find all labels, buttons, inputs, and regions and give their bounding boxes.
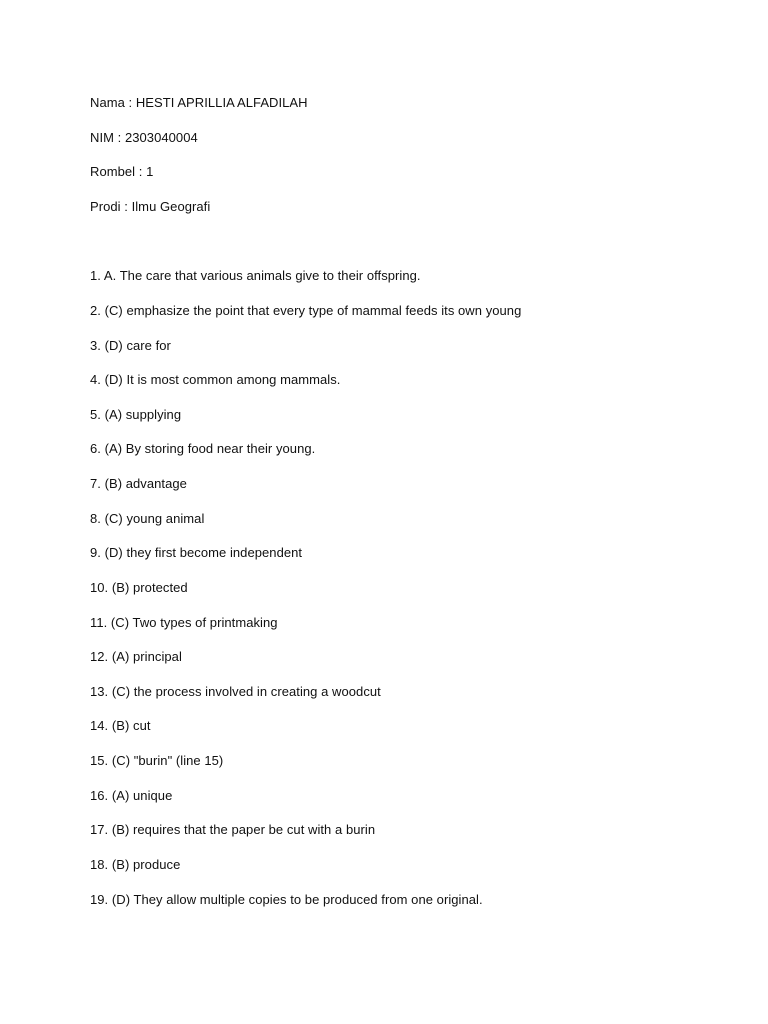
- answer-item: 10. (B) protected: [90, 580, 188, 595]
- answer-item: 3. (D) care for: [90, 338, 171, 353]
- answer-item: 4. (D) It is most common among mammals.: [90, 372, 341, 387]
- student-prodi: Prodi : Ilmu Geografi: [90, 199, 211, 214]
- answer-item: 2. (C) emphasize the point that every type of mammal feeds its own young: [90, 303, 522, 318]
- answer-item: 16. (A) unique: [90, 788, 173, 803]
- answer-item: 13. (C) the process involved in creating a woodcut: [90, 684, 381, 699]
- answer-item: 6. (A) By storing food near their young.: [90, 441, 316, 456]
- answer-item: 5. (A) supplying: [90, 407, 182, 422]
- answer-item: 12. (A) principal: [90, 649, 182, 664]
- student-nim: NIM : 2303040004: [90, 130, 198, 145]
- answer-item: 8. (C) young animal: [90, 511, 205, 526]
- student-rombel: Rombel : 1: [90, 164, 154, 179]
- answer-item: 19. (D) They allow multiple copies to be produced from one original.: [90, 892, 483, 907]
- answer-item: 14. (B) cut: [90, 718, 151, 733]
- answer-item: 18. (B) produce: [90, 857, 181, 872]
- answer-item: 15. (C) "burin" (line 15): [90, 753, 224, 768]
- answer-item: 1. A. The care that various animals give to their offspring.: [90, 268, 421, 283]
- answer-item: 17. (B) requires that the paper be cut with a burin: [90, 822, 376, 837]
- student-name: Nama : HESTI APRILLIA ALFADILAH: [90, 95, 308, 110]
- answer-item: 7. (B) advantage: [90, 476, 187, 491]
- answer-item: 9. (D) they first become independent: [90, 545, 303, 560]
- answer-item: 11. (C) Two types of printmaking: [90, 615, 278, 630]
